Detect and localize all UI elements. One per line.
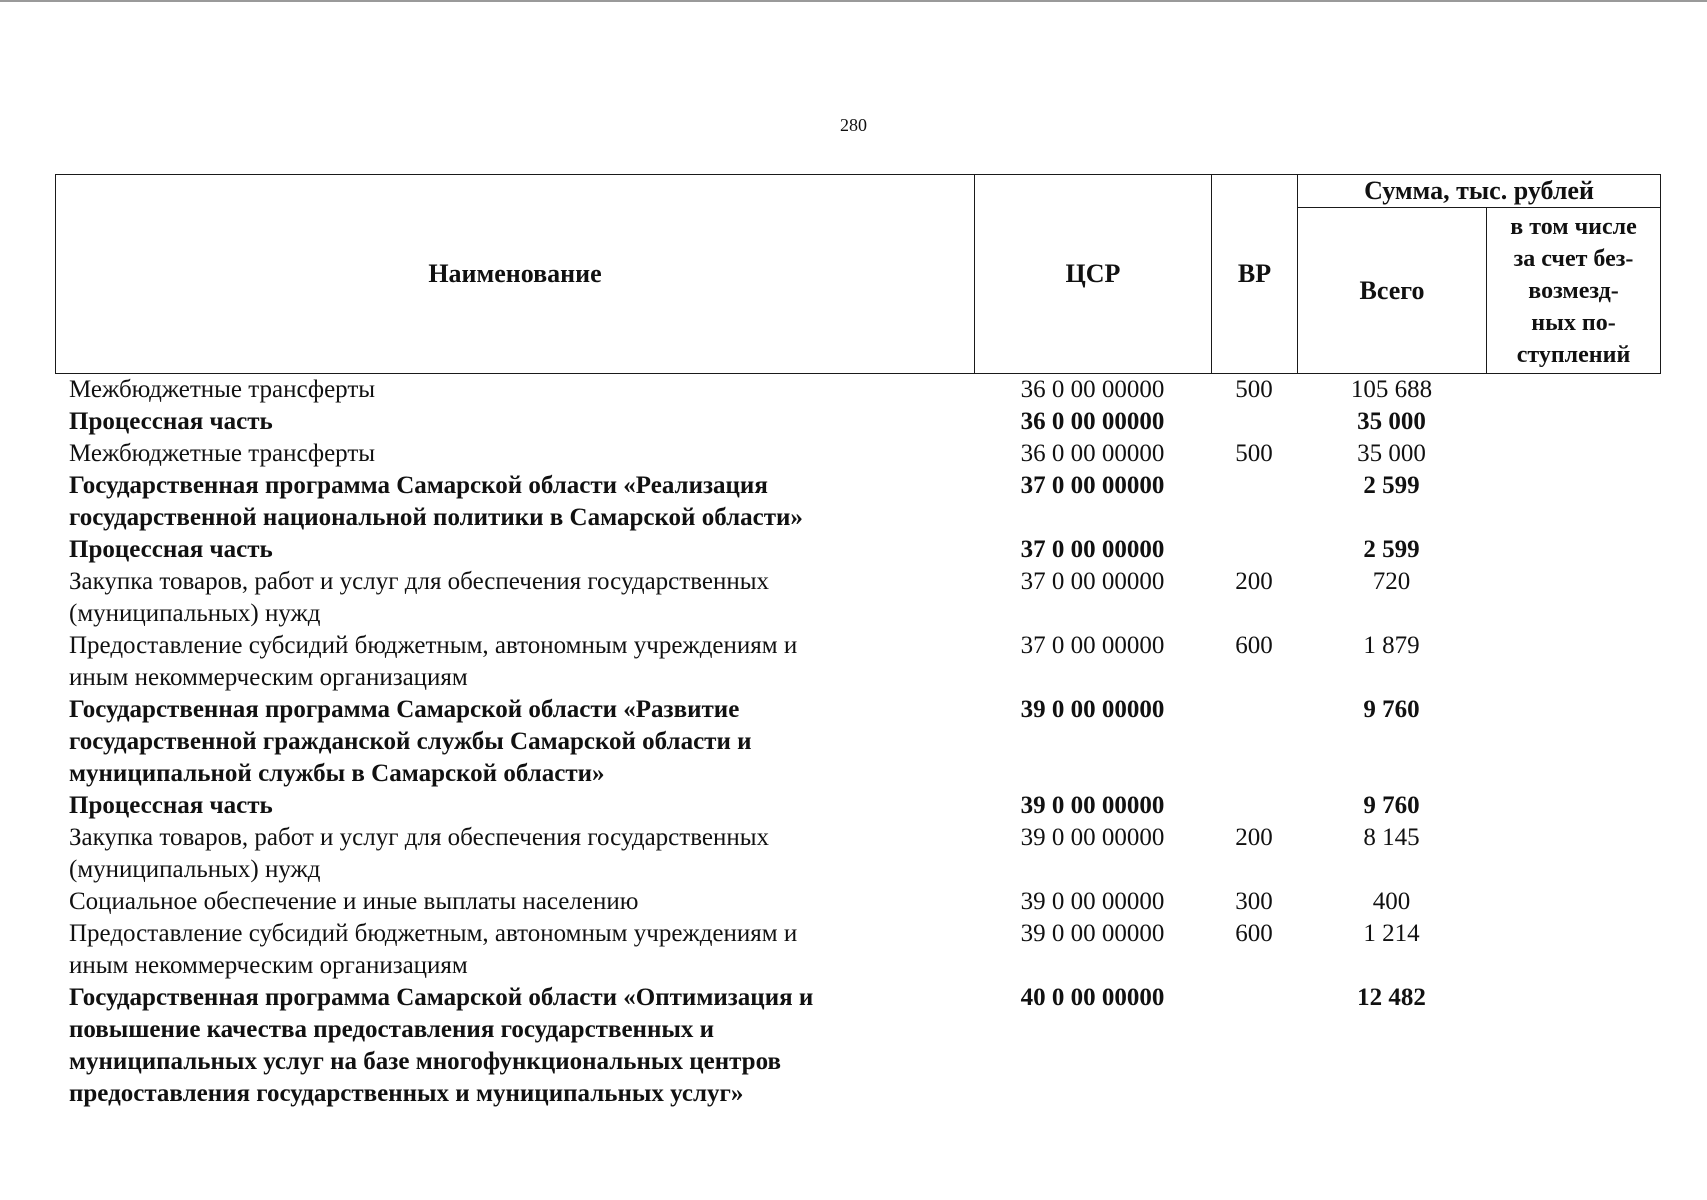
row-name-line: муниципальной службы в Самарской области» [69, 760, 605, 787]
row-including [1486, 630, 1660, 694]
header-name: Наименование [56, 175, 975, 374]
row-name-line: Предоставление субсидий бюджетным, автономным учреждениям и [69, 632, 798, 659]
header-including-line: в том числе [1510, 213, 1637, 240]
top-rule [0, 0, 1707, 2]
table-row [55, 470, 1660, 534]
table-row [55, 438, 1660, 470]
row-vr: 200 [1235, 568, 1273, 595]
header-total: Всего [1298, 208, 1487, 374]
row-name [55, 886, 974, 918]
row-vr [1211, 790, 1297, 822]
row-name-line: (муниципальных) нужд [69, 600, 321, 627]
table-row [55, 982, 1660, 1110]
row-total: 9 760 [1363, 696, 1420, 723]
row-total: 2 599 [1363, 472, 1420, 499]
row-total: 12 482 [1357, 984, 1426, 1011]
table-row [55, 630, 1660, 694]
row-vr [1211, 534, 1297, 566]
row-csr: 39 0 00 00000 [1020, 888, 1165, 915]
table-row [55, 566, 1660, 630]
table-row [55, 694, 1660, 790]
row-csr: 39 0 00 00000 [1020, 920, 1165, 947]
row-total: 105 688 [1350, 376, 1433, 403]
row-csr: 36 0 00 00000 [1020, 408, 1165, 435]
row-total: 2 599 [1363, 536, 1420, 563]
header-including-line: ных по- [1531, 309, 1616, 336]
row-including [1486, 406, 1660, 438]
row-csr: 37 0 00 00000 [1020, 472, 1165, 499]
row-name-line: Межбюджетные трансферты [69, 440, 376, 467]
row-name-line: Государственная программа Самарской области «Реализация [69, 472, 768, 499]
row-including [1486, 470, 1660, 534]
row-vr [1211, 694, 1297, 790]
row-csr: 36 0 00 00000 [1020, 376, 1165, 403]
row-name [55, 406, 974, 438]
row-total: 720 [1372, 568, 1411, 595]
row-name-line: государственной национальной политики в Самарской области» [69, 504, 803, 531]
row-name-line: Процессная часть [69, 536, 273, 563]
row-vr [1211, 470, 1297, 534]
row-vr: 600 [1235, 920, 1273, 947]
table-body [55, 374, 1660, 1110]
row-name-line: Государственная программа Самарской области «Оптимизация и [69, 984, 814, 1011]
row-name-line: Межбюджетные трансферты [69, 376, 376, 403]
table-row [55, 406, 1660, 438]
header-including-line: возмезд- [1528, 277, 1619, 304]
row-name [55, 918, 974, 982]
row-name-line: муниципальных услуг на базе многофункциональных центров [69, 1048, 781, 1075]
table-row [55, 534, 1660, 566]
row-including [1486, 534, 1660, 566]
row-including [1486, 566, 1660, 630]
row-name [55, 534, 974, 566]
row-name-line: повышение качества предоставления государственных и [69, 1016, 715, 1043]
row-total: 9 760 [1363, 792, 1420, 819]
header-vr: ВР [1212, 175, 1298, 374]
table-row [55, 790, 1660, 822]
header-including [1487, 208, 1661, 374]
row-name [55, 566, 974, 630]
table-header [55, 174, 1661, 374]
row-total: 8 145 [1363, 824, 1420, 851]
row-name [55, 790, 974, 822]
row-name-line: предоставления государственных и муниципальных услуг» [69, 1080, 744, 1107]
row-csr: 39 0 00 00000 [1020, 792, 1165, 819]
row-total: 1 214 [1363, 920, 1420, 947]
row-name-line: Процессная часть [69, 792, 273, 819]
row-including [1486, 694, 1660, 790]
row-including [1486, 822, 1660, 886]
row-name-line: Государственная программа Самарской области «Развитие [69, 696, 740, 723]
row-name [55, 982, 974, 1110]
row-name-line: иным некоммерческим организациям [69, 664, 468, 691]
row-name [55, 630, 974, 694]
header-csr: ЦСР [975, 175, 1212, 374]
table-row [55, 886, 1660, 918]
row-name-line: Предоставление субсидий бюджетным, автономным учреждениям и [69, 920, 798, 947]
header-including-line: за счет без- [1513, 245, 1634, 272]
row-total: 400 [1372, 888, 1411, 915]
row-name-line: Процессная часть [69, 408, 273, 435]
page-number: 280 [840, 115, 867, 135]
row-vr: 200 [1235, 824, 1273, 851]
row-including [1486, 982, 1660, 1110]
row-name-line: (муниципальных) нужд [69, 856, 321, 883]
row-total: 35 000 [1357, 408, 1426, 435]
row-csr: 37 0 00 00000 [1020, 568, 1165, 595]
row-name [55, 822, 974, 886]
row-total: 35 000 [1357, 440, 1426, 467]
row-name [55, 694, 974, 790]
row-vr [1211, 982, 1297, 1110]
row-vr: 300 [1235, 888, 1273, 915]
header-sum: Сумма, тыс. рублей [1298, 175, 1661, 208]
table-row [55, 822, 1660, 886]
row-csr: 39 0 00 00000 [1020, 824, 1165, 851]
row-name [55, 374, 974, 406]
row-csr: 37 0 00 00000 [1020, 632, 1165, 659]
row-vr: 500 [1235, 440, 1273, 467]
header-including-line: ступлений [1516, 341, 1631, 368]
row-vr: 500 [1235, 376, 1273, 403]
row-name [55, 438, 974, 470]
row-vr: 600 [1235, 632, 1273, 659]
row-including [1486, 918, 1660, 982]
row-name-line: государственной гражданской службы Самарской области и [69, 728, 752, 755]
row-name-line: Социальное обеспечение и иные выплаты населению [69, 888, 639, 915]
row-csr: 40 0 00 00000 [1020, 984, 1165, 1011]
row-csr: 39 0 00 00000 [1020, 696, 1165, 723]
row-name [55, 470, 974, 534]
row-total: 1 879 [1363, 632, 1420, 659]
table-row [55, 918, 1660, 982]
row-vr [1211, 406, 1297, 438]
row-name-line: Закупка товаров, работ и услуг для обеспечения государственных [69, 824, 770, 851]
row-csr: 36 0 00 00000 [1020, 440, 1165, 467]
row-name-line: иным некоммерческим организациям [69, 952, 468, 979]
row-including [1486, 374, 1660, 406]
row-csr: 37 0 00 00000 [1020, 536, 1165, 563]
row-name-line: Закупка товаров, работ и услуг для обеспечения государственных [69, 568, 770, 595]
row-including [1486, 790, 1660, 822]
row-including [1486, 438, 1660, 470]
row-including [1486, 886, 1660, 918]
table-row [55, 374, 1660, 406]
